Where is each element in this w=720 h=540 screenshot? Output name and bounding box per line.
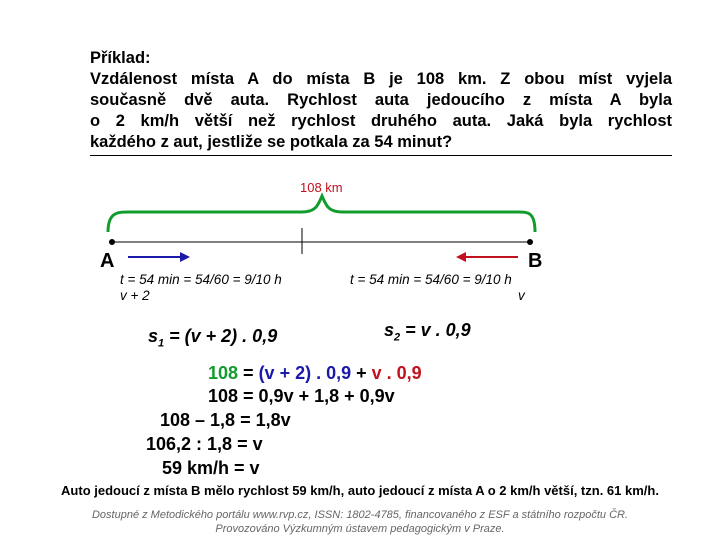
point-a-dot (109, 239, 115, 245)
point-a-label: A (100, 250, 115, 272)
equation-3: 108 – 1,8 = 1,8v (160, 410, 291, 430)
equation-4: 106,2 : 1,8 = v (146, 434, 263, 454)
equation-1-s2: v . 0,9 (371, 363, 422, 383)
s2-subscript: 2 (394, 331, 401, 344)
equation-1-total: 108 (208, 363, 239, 383)
right-time-label: t = 54 min = 54/60 = 9/10 h (350, 272, 512, 287)
problem-line-1: Vzdálenost místa A do místa B je 108 km. Z obou míst vyjela (90, 70, 672, 88)
problem-line-3: o 2 km/h větší než rychlost druhého auta. Jaká byla rychlost (90, 112, 672, 130)
distance-brace (108, 196, 535, 232)
equation-5: 59 km/h = v (162, 458, 260, 478)
s2-formula (384, 320, 471, 344)
s1-expression: = (v + 2) . 0,9 (164, 326, 278, 346)
problem-line-2: současně dvě auta. Rychlost auta jedoucího z místa A byla (90, 91, 672, 109)
problem-heading: Příklad: (90, 49, 151, 67)
equation-2: 108 = 0,9v + 1,8 + 0,9v (208, 386, 395, 406)
arrow-right-head-icon (180, 252, 190, 262)
left-time-label: t = 54 min = 54/60 = 9/10 h (120, 272, 282, 287)
s2-symbol: s (384, 320, 395, 340)
arrow-left-head-icon (456, 252, 466, 262)
left-speed-label: v + 2 (120, 288, 150, 303)
equation-1-plus: + (351, 363, 372, 383)
s1-subscript: 1 (158, 337, 165, 350)
s1-symbol: s (148, 326, 159, 346)
footer-line-1: Dostupné z Metodického portálu www.rvp.cz, ISSN: 1802-4785, financovaného z ESF a státního rozpočtu ČR. (91, 509, 629, 521)
equation-1 (208, 362, 422, 384)
right-speed-label: v (518, 288, 525, 303)
footer (0, 508, 720, 536)
equation-1-equals: = (238, 363, 259, 383)
footer-line-2: Provozováno Výzkumným ústavem pedagogickým v Praze. (215, 523, 505, 535)
equation-1-s1: (v + 2) . 0,9 (258, 363, 352, 383)
problem-line-4: každého z aut, jestliže se potkala za 54 minut? (90, 133, 453, 151)
s1-formula (148, 326, 277, 350)
distance-label: 108 km (300, 180, 343, 195)
conclusion-text: Auto jedoucí z místa B mělo rychlost 59 km/h, auto jedoucí z místa A o 2 km/h větší, tzn. 61 km/h. (61, 483, 659, 498)
s2-expression: = v . 0,9 (400, 320, 471, 340)
point-b-dot (527, 239, 533, 245)
point-b-label: B (528, 250, 543, 272)
